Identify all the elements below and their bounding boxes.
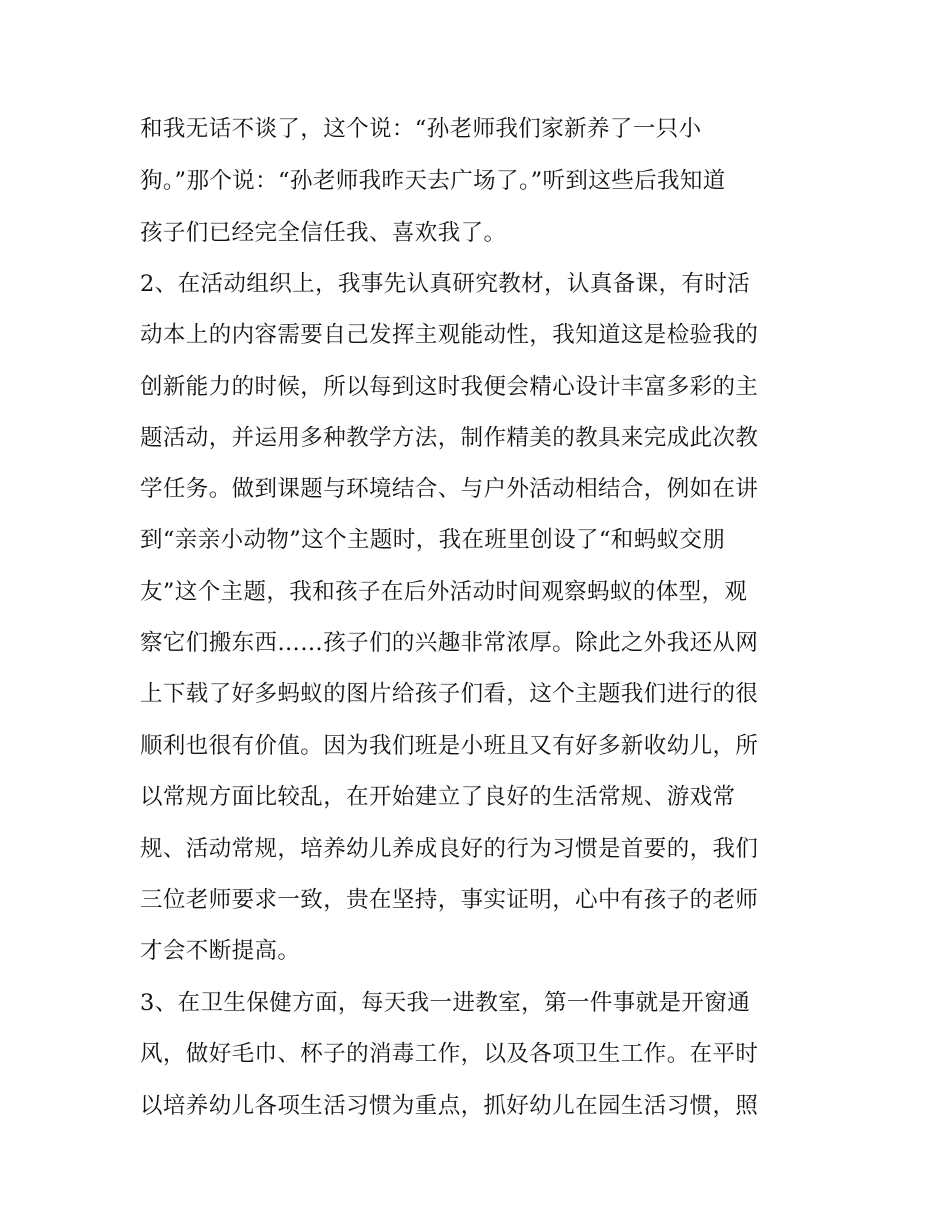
- text-line: 三位老师要求一致，贵在坚持，事实证明，心中有孩子的老师: [140, 887, 759, 913]
- text-line: 以培养幼儿各项生活习惯为重点，抓好幼儿在园生活习惯，照: [140, 1093, 759, 1119]
- text-line: 以常规方面比较乱，在开始建立了良好的生活常规、游戏常: [140, 784, 736, 810]
- text-line: 学任务。做到课题与环境结合、与户外活动相结合，例如在讲: [140, 476, 759, 502]
- text-line: 动本上的内容需要自己发挥主观能动性，我知道这是检验我的: [140, 322, 759, 348]
- text-line: 规、活动常规，培养幼儿养成良好的行为习惯是首要的，我们: [140, 836, 759, 862]
- text-line: 察它们搬东西……孩子们的兴趣非常浓厚。除此之外我还从网: [140, 630, 759, 656]
- text-line: 到“亲亲小动物”这个主题时，我在班里创设了“和蚂蚁交朋: [140, 527, 726, 553]
- text-line: 题活动，并运用多种教学方法，制作精美的教具来完成此次教: [140, 425, 759, 451]
- text-line: 友”这个主题，我和孩子在后外活动时间观察蚂蚁的体型，观: [140, 579, 748, 605]
- text-line: 顺利也很有价值。因为我们班是小班且又有好多新收幼儿，所: [140, 733, 759, 759]
- text-line: 风，做好毛巾、杯子的消毒工作，以及各项卫生工作。在平时: [140, 1041, 759, 1067]
- text-line: 和我无话不谈了，这个说：“孙老师我们家新养了一只小: [140, 116, 702, 142]
- text-line: 3、在卫生保健方面，每天我一进教室，第一件事就是开窗通: [140, 990, 751, 1016]
- text-line: 上下载了好多蚂蚁的图片给孩子们看，这个主题我们进行的很: [140, 681, 759, 707]
- text-line: 创新能力的时候，所以每到这时我便会精心设计丰富多彩的主: [140, 374, 759, 400]
- text-line: 2、在活动组织上，我事先认真研究教材，认真备课，有时活: [140, 271, 751, 297]
- text-line: 孩子们已经完全信任我、喜欢我了。: [140, 220, 507, 246]
- text-line: 才会不断提高。: [140, 938, 301, 964]
- text-line: 狗。”那个说：“孙老师我昨天去广场了。”听到这些后我知道: [140, 168, 726, 194]
